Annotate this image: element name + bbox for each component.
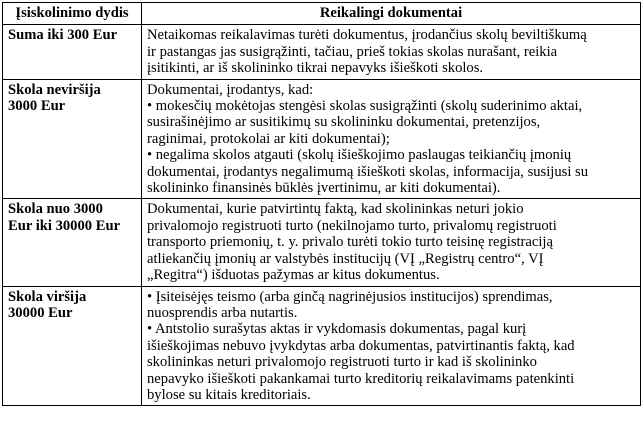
debt-amount-text: Skola neviršija [8, 81, 101, 98]
documents-text-line: dokumentai, įrodantys negalimumą išieškoti skolas, informacija, susijusi su [147, 163, 588, 180]
documents-text-line: išieškojimas nebuvo įvykdytas arba dokumentas, patvirtinantis faktą, kad [147, 337, 575, 354]
header-debt-amount: Įsiskolinimo dydis [3, 3, 142, 25]
debt-amount-text: Suma iki 300 Eur [8, 27, 118, 44]
documents-bullet-line: • Įsiteisėjęs teismo (arba ginčą nagrinėjusios institucijos) sprendimas, [147, 288, 553, 305]
documents-text-line: nepavyko išieškoti pakankamai turto kreditorių reikalavimams patenkinti [147, 370, 575, 387]
documents-text-line: atliekančių įmonių ar valstybės institucijų (VĮ „Registrų centro“, VĮ [147, 250, 544, 267]
documents-bullet-line: • Antstolio surašytas aktas ir vykdomasis dokumentas, pagal kurį [147, 321, 527, 338]
debt-amount-cell [3, 286, 142, 406]
table-row [3, 79, 641, 199]
documents-text-line: privalomojo registruoti turto (nekilnojamo turto, privalomų registruoti [147, 217, 557, 234]
documents-text-line: Dokumentai, įrodantys, kad: [147, 81, 314, 98]
debt-amount-text: 3000 Eur [8, 98, 66, 115]
debt-amount-text: Eur iki 30000 Eur [8, 217, 121, 234]
documents-text-line: raginimai, protokolai ar kiti dokumentai); [147, 130, 390, 147]
documents-cell [142, 286, 641, 406]
documents-cell [142, 79, 641, 199]
table-row [3, 199, 641, 286]
documents-text-line: skolininko finansinės būklės įvertinimu, ar kiti dokumentai). [147, 180, 501, 197]
documents-text-line: Dokumentai, kurie patvirtintų faktą, kad skolininkas neturi jokio [147, 201, 524, 218]
debt-amount-text: Skola nuo 3000 [8, 201, 103, 218]
table-header [3, 3, 641, 25]
documents-text-line: nuosprendis arba nutartis. [147, 304, 298, 321]
documents-text-line: ir pastangas jas susigrąžinti, tačiau, prieš tokias skolas nurašant, reikia [147, 43, 558, 60]
documents-text-line: transporto priemonių, t. y. privalo turėti tokio turto teisinę registraciją [147, 234, 553, 251]
debt-amount-cell [3, 25, 142, 79]
debt-amount-cell [3, 199, 142, 286]
header-row [3, 3, 641, 25]
documents-cell [142, 199, 641, 286]
documents-text-line: „Regitra“) išduotas pažymas ar kitus dokumentus. [147, 267, 440, 284]
debt-amount-text: 30000 Eur [8, 304, 73, 321]
table-body [3, 25, 641, 406]
documents-bullet-line: • mokesčių mokėtojas stengėsi skolas susigrąžinti (skolų suderinimo aktai, [147, 98, 583, 115]
documents-text-line: skolininkas neturi privalomojo registruoti turto ir kad iš skolininko [147, 354, 537, 371]
header-required-documents: Reikalingi dokumentai [142, 3, 641, 25]
documents-cell [142, 25, 641, 79]
documents-text-line: susirašinėjimo ar susitikimų su skolininku dokumentai, pretenzijos, [147, 114, 541, 131]
documents-text-line: Netaikomas reikalavimas turėti dokumentus, įrodančius skolų beviltiškumą [147, 27, 587, 44]
required-documents-table [2, 2, 641, 406]
debt-amount-text: Skola viršija [8, 288, 87, 305]
documents-text-line: bylose su kitais kreditoriais. [147, 386, 311, 403]
debt-amount-cell [3, 79, 142, 199]
table-row [3, 25, 641, 79]
documents-bullet-line: • negalima skolos atgauti (skolų išieškojimo paslaugas teikiančių įmonių [147, 147, 572, 164]
documents-text-line: įsitikinti, ar iš skolininko tikrai nepavyks išieškoti skolos. [147, 60, 484, 77]
table-row [3, 286, 641, 406]
